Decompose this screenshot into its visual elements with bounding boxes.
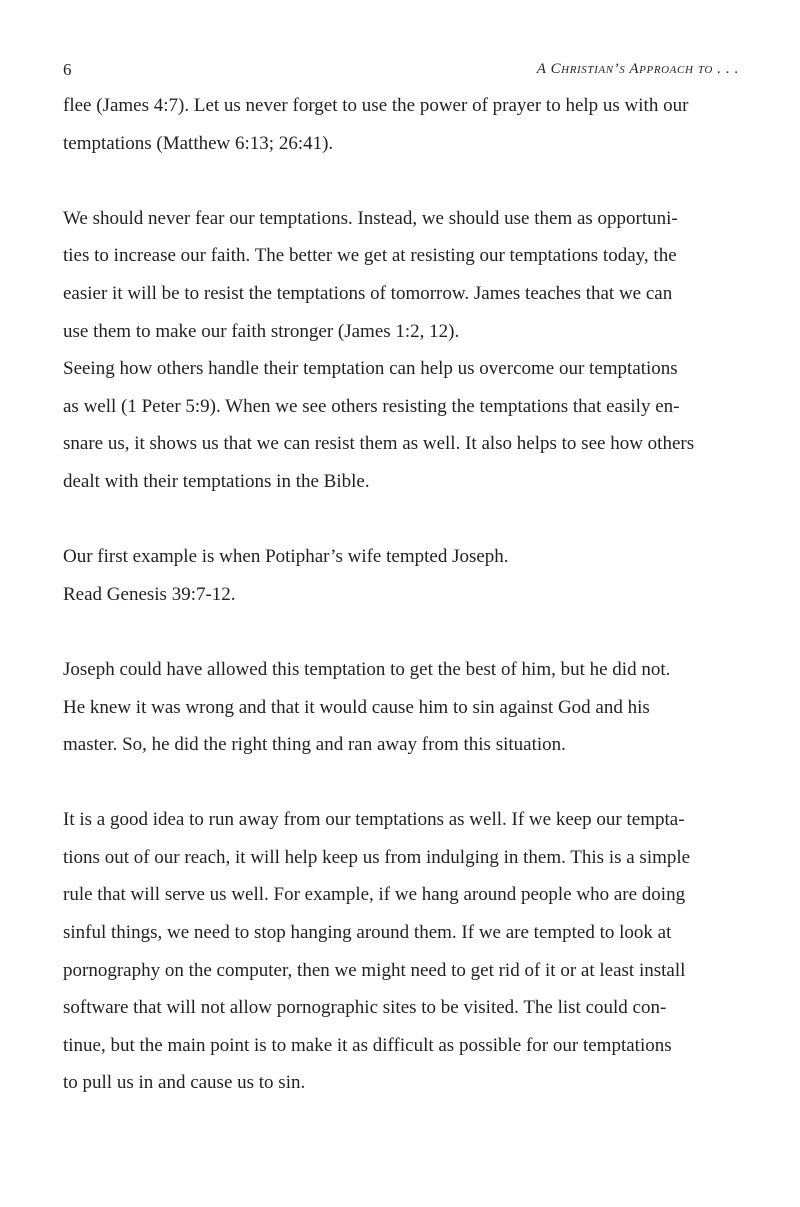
paragraph <box>63 538 741 613</box>
text-line: to pull us in and cause us to sin. <box>63 1072 306 1094</box>
paragraph-gap <box>63 613 741 651</box>
text-line: Read Genesis 39:7-12. <box>63 583 236 605</box>
body-text <box>63 87 741 1102</box>
text-line: tinue, but the main point is to make it as difficult as possible for our temptations <box>63 1034 672 1056</box>
text-line: easier it will be to resist the temptations of tomorrow. James teaches that we can <box>63 282 673 304</box>
paragraph <box>63 200 741 501</box>
text-line: Our first example is when Potiphar’s wife tempted Joseph. <box>63 546 509 568</box>
text-line: He knew it was wrong and that it would cause him to sin against God and his <box>63 696 650 718</box>
text-line: pornography on the computer, then we might need to get rid of it or at least install <box>63 959 686 981</box>
text-line: Joseph could have allowed this temptation to get the best of him, but he did not. <box>63 658 671 680</box>
page-number: 6 <box>63 60 72 79</box>
text-line: use them to make our faith stronger (James 1:2, 12). <box>63 320 460 342</box>
paragraph <box>63 651 741 764</box>
text-line: rule that will serve us well. For example, if we hang around people who are doing <box>63 884 686 906</box>
paragraph-gap <box>63 501 741 539</box>
text-line: We should never fear our temptations. Instead, we should use them as opportuni- <box>63 207 678 229</box>
paragraph <box>63 801 741 1102</box>
text-line: flee (James 4:7). Let us never forget to use the power of prayer to help us with our <box>63 95 689 116</box>
running-head: A Christian’s Approach to . . . <box>536 61 739 77</box>
text-line: sinful things, we need to stop hanging around them. If we are tempted to look at <box>63 922 672 944</box>
paragraph-gap <box>63 162 741 200</box>
text-line: master. So, he did the right thing and ran away from this situation. <box>63 734 566 756</box>
paragraph-gap <box>63 764 741 802</box>
text-line: It is a good idea to run away from our temptations as well. If we keep our tempta- <box>63 809 685 831</box>
text-line: ties to increase our faith. The better we get at resisting our temptations today, the <box>63 245 677 267</box>
text-line: Seeing how others handle their temptation can help us overcome our temptations <box>63 358 678 380</box>
text-line: snare us, it shows us that we can resist them as well. It also helps to see how others <box>63 433 695 455</box>
text-line: software that will not allow pornographic sites to be visited. The list could con- <box>63 997 667 1019</box>
text-line: temptations (Matthew 6:13; 26:41). <box>63 132 334 154</box>
text-line: as well (1 Peter 5:9). When we see others resisting the temptations that easily en- <box>63 395 680 417</box>
paragraph <box>63 87 741 162</box>
text-line: tions out of our reach, it will help keep us from indulging in them. This is a simple <box>63 846 691 868</box>
text-line: dealt with their temptations in the Bible. <box>63 470 370 492</box>
page-header <box>63 60 739 84</box>
